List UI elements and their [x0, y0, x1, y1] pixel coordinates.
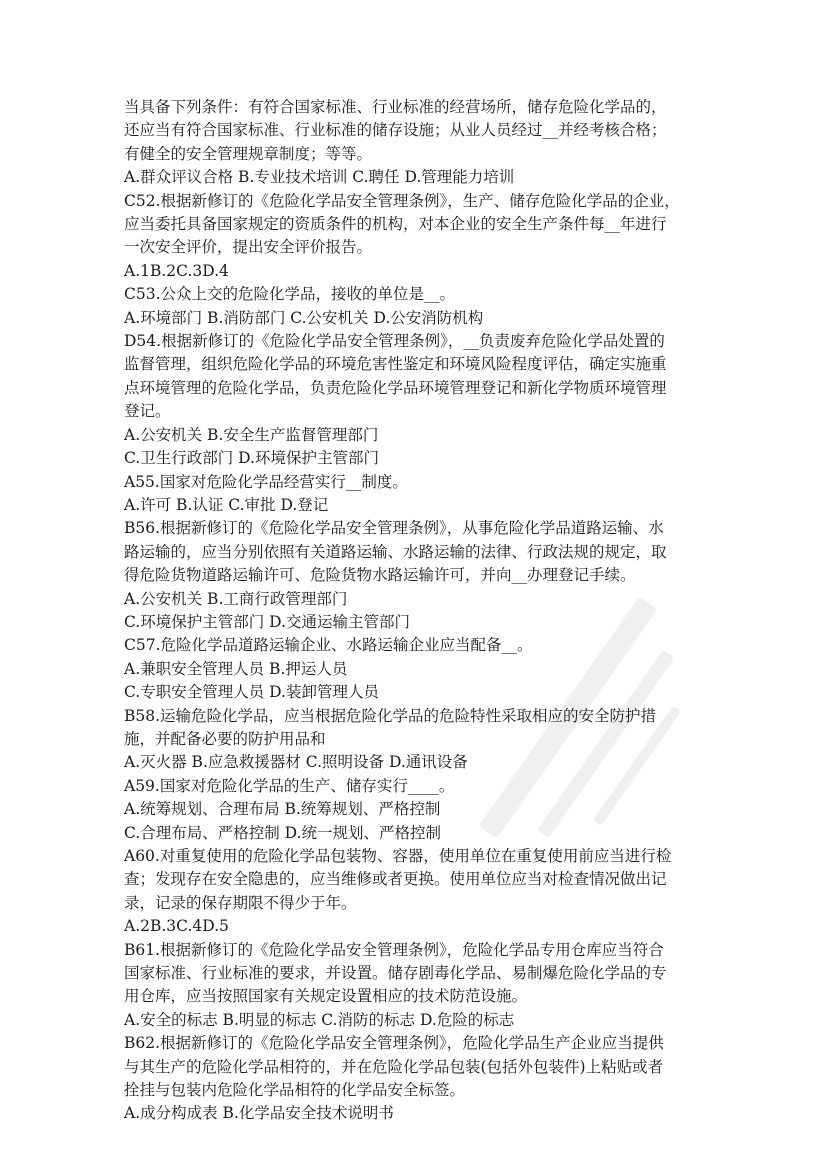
answer-options: A.许可 B.认证 C.审批 D.登记: [124, 495, 329, 514]
text-line: 一次安全评价，提出安全评价报告。: [124, 238, 373, 257]
answer-options: C.合理布局、严格控制 D.统一规划、严格控制: [124, 823, 441, 842]
answer-options: C.环境保护主管部门 D.交通运输主管部门: [124, 612, 410, 631]
answer-options: A.2B.3C.4D.5: [124, 917, 229, 936]
question-text: A60.对重复使用的危险化学品包装物、容器，使用单位在重复使用前应当进行检: [124, 847, 672, 865]
answer-options: A.成分构成表 B.化学品安全技术说明书: [124, 1104, 394, 1123]
question-text: C57.危险化学品道路运输企业、水路运输企业应当配备__。: [124, 636, 533, 655]
text-line: 与其生产的危险化学品相符的，并在危险化学品包装(包括外包装件)上粘贴或者: [124, 1057, 664, 1076]
text-line: 点环境管理的危险化学品，负责危险化学品环境管理登记和新化学物质环境管理: [124, 378, 667, 397]
text-line: 拴挂与包装内危险化学品相符的化学品安全标签。: [124, 1081, 466, 1100]
answer-options: A.统筹规划、合理布局 B.统筹规划、严格控制: [124, 800, 441, 819]
text-line: 查；发现存在安全隐患的，应当维修或者更换。使用单位应当对检查情况做出记: [124, 870, 667, 889]
text-line: 施，并配备必要的防护用品和: [124, 729, 326, 748]
question-text: D54.根据新修订的《危险化学品安全管理条例》，__负责废弃危险化学品处置的: [124, 332, 665, 351]
text-line: 监督管理，组织危险化学品的环境危害性鉴定和环境风险程度评估，确定实施重: [124, 355, 667, 374]
text-line: 用仓库，应当按照国家有关规定设置相应的技术防范设施。: [124, 987, 528, 1006]
answer-options: A.灭火器 B.应急救援器材 C.照明设备 D.通讯设备: [124, 753, 468, 772]
answer-options: A.安全的标志 B.明显的标志 C.消防的标志 D.危险的标志: [124, 1010, 515, 1029]
answer-options: C.卫生行政部门 D.环境保护主管部门: [124, 449, 379, 468]
text-line: 当具备下列条件：有符合国家标准、行业标准的经营场所，储存危险化学品的，: [124, 98, 667, 116]
answer-options: C.专职安全管理人员 D.装卸管理人员: [124, 683, 379, 702]
document-body: [124, 96, 708, 1126]
text-line: 登记。: [124, 402, 171, 421]
text-line: 路运输的，应当分别依照有关道路运输、水路运输的法律、行政法规的规定，取: [124, 542, 667, 561]
text-line: 有健全的安全管理规章制度；等等。: [124, 144, 373, 163]
text-line: 应当委托具备国家规定的资质条件的机构，对本企业的安全生产条件每__年进行: [124, 215, 667, 234]
question-text: B61.根据新修订的《危险化学品安全管理条例》，危险化学品专用仓库应当符合: [124, 940, 664, 959]
answer-options: A.群众评议合格 B.专业技术培训 C.聘任 D.管理能力培训: [124, 168, 515, 187]
text-line: 录，记录的保存期限不得少于年。: [124, 893, 357, 912]
question-text: B62.根据新修订的《危险化学品安全管理条例》，危险化学品生产企业应当提供: [124, 1034, 664, 1053]
text-line: 还应当有符合国家标准、行业标准的储存设施；从业人员经过__并经考核合格；: [124, 121, 667, 140]
answer-options: A.兼职安全管理人员 B.押运人员: [124, 659, 348, 678]
answer-options: A.公安机关 B.工商行政管理部门: [124, 589, 348, 608]
answer-options: A.1B.2C.3D.4: [124, 261, 229, 280]
text-line: 得危险货物道路运输许可、危险货物水路运输许可，并向__办理登记手续。: [124, 566, 636, 585]
text-line: 国家标准、行业标准的要求，并设置。储存剧毒化学品、易制爆危险化学品的专: [124, 964, 667, 983]
question-text: C52.根据新修订的《危险化学品安全管理条例》，生产、储存危险化学品的企业，: [124, 191, 680, 210]
question-text: B58.运输危险化学品，应当根据危险化学品的危险特性采取相应的安全防护措: [124, 706, 657, 725]
question-text: B56.根据新修订的《危险化学品安全管理条例》，从事危险化学品道路运输、水: [124, 519, 664, 538]
question-text: C53.公众上交的危险化学品，接收的单位是__。: [124, 285, 456, 304]
question-text: A55.国家对危险化学品经营实行__制度。: [124, 472, 408, 491]
answer-options: A.环境部门 B.消防部门 C.公安机关 D.公安消防机构: [124, 308, 484, 327]
answer-options: A.公安机关 B.安全生产监督管理部门: [124, 425, 379, 444]
question-text: A59.国家对危险化学品的生产、储存实行____。: [124, 776, 455, 795]
